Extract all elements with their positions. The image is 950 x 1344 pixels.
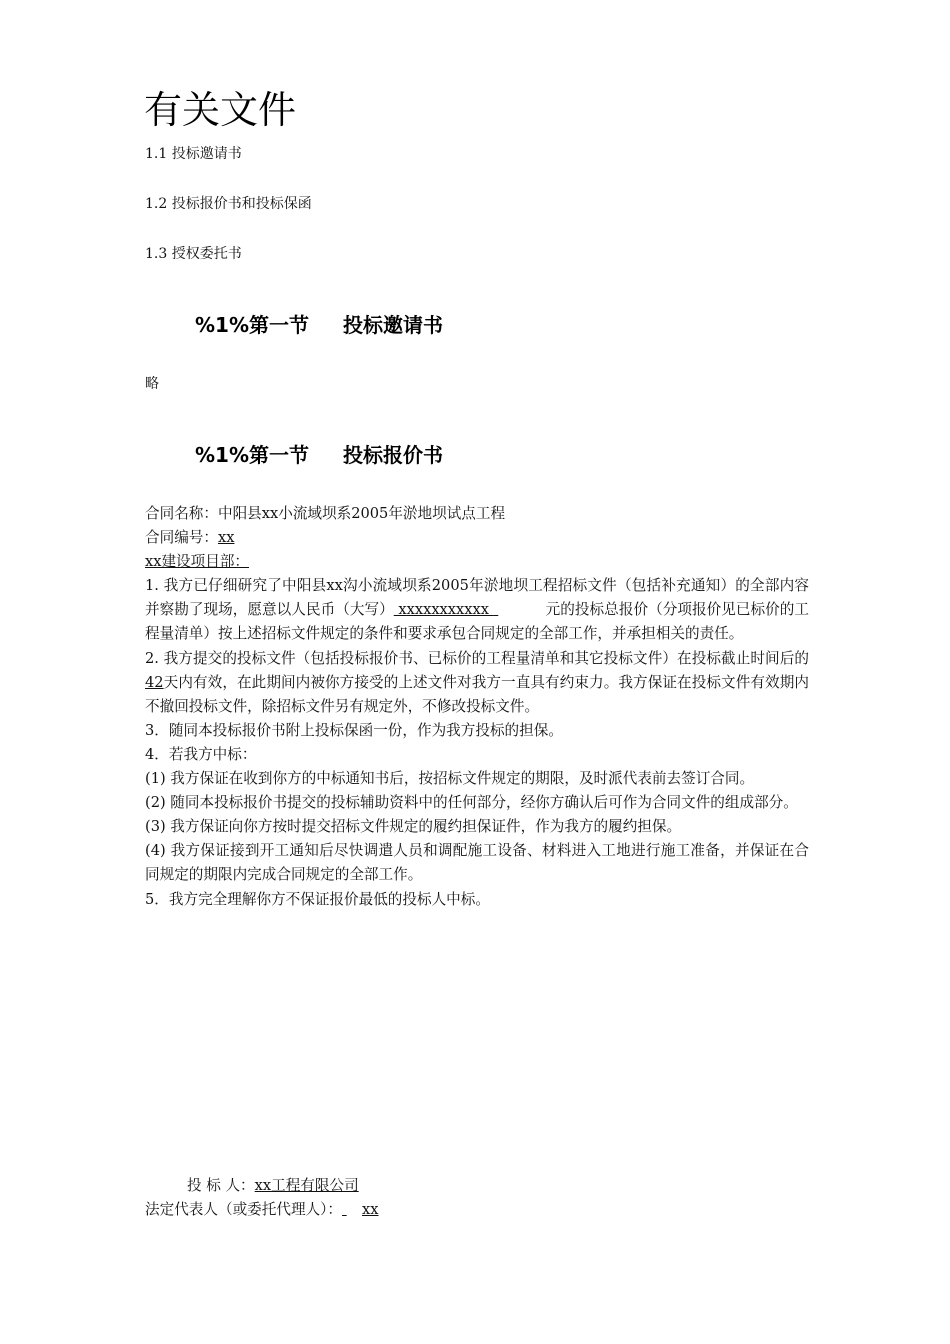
paragraph-2-text-a: 2. 我方提交的投标文件（包括投标报价书、已标价的工程量清单和其它投标文件）在投标截止时间后的 <box>145 649 809 667</box>
contract-name: 中阳县xx小流域坝系2005年淤地坝试点工程 <box>217 505 506 522</box>
contract-no-label: 合同编号： <box>145 529 218 547</box>
bid-amount: xxxxxxxxxxx <box>393 601 494 619</box>
bid-letter <box>145 502 809 912</box>
paragraph-2-text-b: 天内有效，在此期间内被你方接受的上述文件对我方一直具有约束力。我方保证在投标文件有效期内不撤回投标文件，除招标文件另有规定外，不修改投标文件。 <box>145 673 809 715</box>
toc-item-1: 1.1 投标邀请书 <box>145 146 242 162</box>
paragraph-1 <box>145 574 809 646</box>
paragraph-2 <box>145 647 809 719</box>
section2-name: 投标报价书 <box>343 443 443 467</box>
section1-prefix: %1%第一节 <box>195 313 309 337</box>
amount-blank <box>494 598 546 622</box>
paragraph-1-text-a: 1. 我方已仔细研究了中阳县xx沟小流域坝系2005年淤地坝工程招标文件（包括补充通知）的全部内容并察勘了现场，愿意以人民币（大写） <box>145 577 809 619</box>
section2-heading <box>195 441 443 469</box>
section1-heading <box>195 311 443 339</box>
signature-block <box>145 1174 378 1222</box>
representative-name: xx <box>362 1201 379 1218</box>
section1-content: 略 <box>145 376 159 392</box>
contract-name-label: 合同名称： <box>145 505 218 522</box>
section2-prefix: %1%第一节 <box>195 443 309 467</box>
paragraph-4-4: (4) 我方保证接到开工通知后尽快调遣人员和调配施工设备、材料进入工地进行施工准备，并保证在合同规定的期限内完成合同规定的全部工作。 <box>145 842 809 884</box>
paragraph-3: 3．随同本投标报价书附上投标保函一份，作为我方投标的担保。 <box>145 721 563 739</box>
paragraph-4-3: (3) 我方保证向你方按时提交招标文件规定的履约担保证件，作为我方的履约担保。 <box>145 818 682 836</box>
toc-item-2: 1.2 投标报价书和投标保函 <box>145 196 312 212</box>
paragraph-4-1: (1) 我方保证在收到你方的中标通知书后，按招标文件规定的期限，及时派代表前去签订合同。 <box>145 770 755 788</box>
contract-name-line <box>145 502 809 526</box>
paragraph-4: 4．若我方中标： <box>145 745 257 763</box>
bidder-name: xx工程有限公司 <box>254 1177 359 1194</box>
contract-no-line <box>145 526 809 550</box>
document-title: 有关文件 <box>144 88 297 132</box>
paragraph-1-text-b: 元的投标总报价（分项报价见已标价的工程量清单）按上述招标文件规定的条件和要求承包合同规定的全部工作，并承担相关的责任。 <box>145 601 809 643</box>
paragraph-4-2: (2) 随同本投标报价书提交的投标辅助资料中的任何部分，经你方确认后可作为合同文件的组成部分。 <box>145 794 798 812</box>
representative-line <box>145 1198 378 1222</box>
representative-blank <box>342 1198 362 1222</box>
section1-name: 投标邀请书 <box>343 313 443 337</box>
toc-item-3: 1.3 授权委托书 <box>145 246 242 262</box>
contract-no: xx <box>217 529 235 547</box>
recipient: xx建设项目部： <box>145 553 250 571</box>
recipient-line <box>145 550 809 574</box>
representative-label: 法定代表人（或委托代理人）： <box>145 1201 343 1218</box>
validity-days: 42 <box>145 673 164 691</box>
bidder-line <box>145 1174 378 1198</box>
paragraph-5: 5．我方完全理解你方不保证报价最低的投标人中标。 <box>145 890 490 908</box>
bidder-label: 投 标 人： <box>187 1177 255 1194</box>
